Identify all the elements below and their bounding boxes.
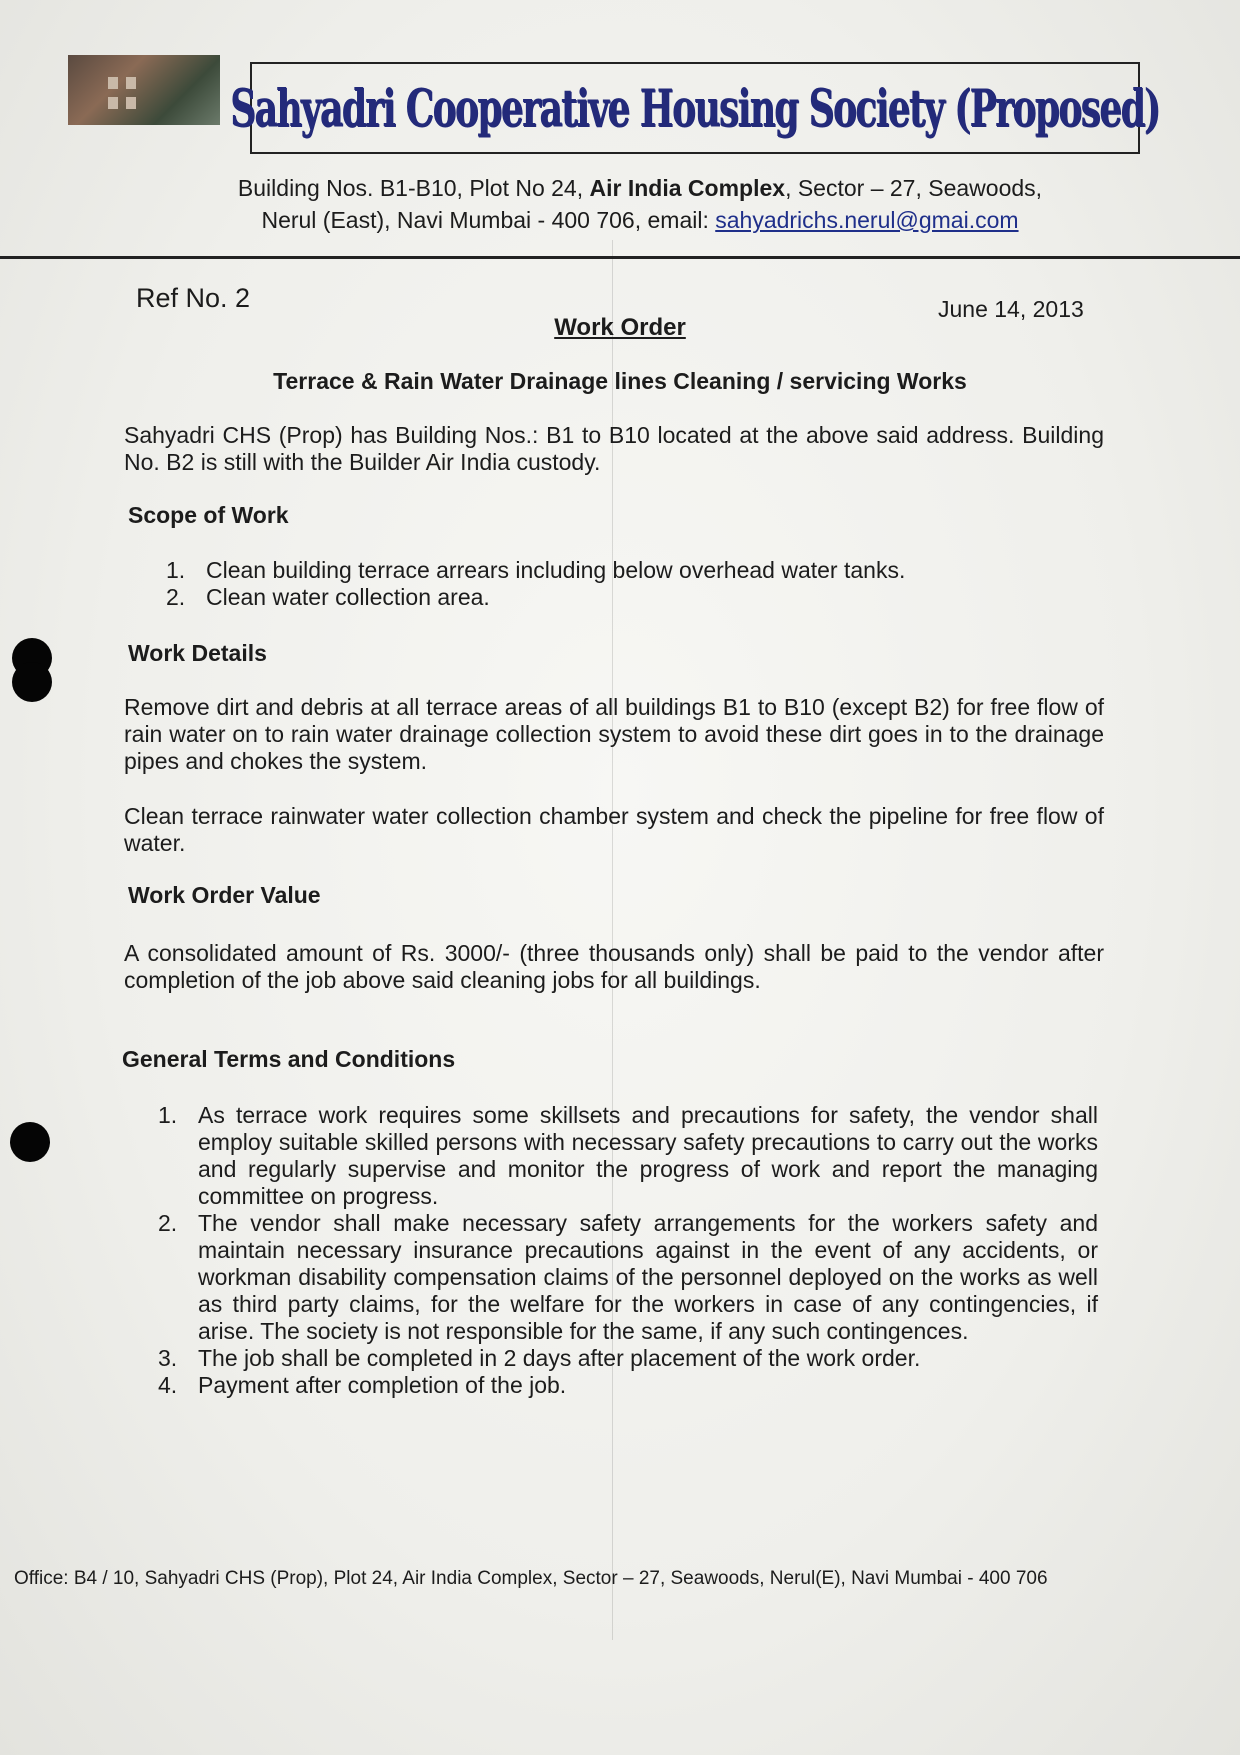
list-item: 2. The vendor shall make necessary safety arrangements for the workers safety and maintain necessary insurance precautions against in the event of any accidents, or workman disability compensation claims of the personnel deployed on the works as well as third party claims, for the welfare for the workers in case of any contingencies, if arise. The society is not responsible for the same, if any such contingences. — [158, 1210, 1098, 1344]
intro-paragraph: Sahyadri CHS (Prop) has Building Nos.: B1 to B10 located at the above said address. Building No. B2 is still with the Builder Air India custody. — [124, 422, 1104, 475]
details-paragraph-1: Remove dirt and debris at all terrace areas of all buildings B1 to B10 (except B2) for free flow of rain water on to rain water drainage collection system to avoid these dirt goes in to the drainage pipes and chokes the system. — [124, 694, 1104, 774]
email-link[interactable]: sahyadrichs.nerul@gmai.com — [715, 207, 1019, 233]
address-line1-part1: Building Nos. B1-B10, Plot No 24, — [237, 175, 590, 201]
list-item: 3. The job shall be completed in 2 days after placement of the work order. — [158, 1345, 921, 1371]
punch-hole — [12, 662, 52, 702]
terms-heading: General Terms and Conditions — [122, 1046, 456, 1072]
list-item: 1. Clean building terrace arrears including below overhead water tanks. — [166, 557, 906, 583]
scope-list — [166, 557, 1006, 611]
society-name-banner — [230, 62, 1160, 154]
office-address-footer: Office: B4 / 10, Sahyadri CHS (Prop), Plot 24, Air India Complex, Sector – 27, Seawoods, Nerul(E), Navi Mumbai - 400 706 — [14, 1568, 1048, 1589]
punch-hole — [10, 1122, 50, 1162]
address-line2: Nerul (East), Navi Mumbai - 400 706, email: — [261, 207, 716, 233]
value-heading: Work Order Value — [128, 882, 321, 908]
terms-list — [158, 1102, 1098, 1399]
list-item: 1. As terrace work requires some skillsets and precautions for safety, the vendor shall employ suitable skilled persons with necessary safety precautions to carry out the works and regularly supervise and monitor the progress of work and report the managing committee on progress. — [158, 1102, 1098, 1209]
scope-heading: Scope of Work — [128, 502, 289, 528]
society-name: Sahyadri Cooperative Housing Society (Proposed) — [230, 77, 1160, 139]
document-title: Work Order — [554, 314, 686, 341]
value-paragraph: A consolidated amount of Rs. 3000/- (three thousands only) shall be paid to the vendor after completion of the job above said cleaning jobs for all buildings. — [124, 940, 1104, 993]
details-heading: Work Details — [128, 640, 267, 666]
address-complex-name: Air India Complex — [589, 175, 786, 201]
address-line1-part2: , Sector – 27, Seawoods, — [785, 175, 1043, 201]
society-address — [160, 172, 1120, 236]
document-date: June 14, 2013 — [938, 296, 1084, 322]
list-item: 2. Clean water collection area. — [166, 584, 490, 610]
list-item: 4. Payment after completion of the job. — [158, 1372, 567, 1398]
details-paragraph-2: Clean terrace rainwater water collection chamber system and check the pipeline for free flow of water. — [124, 803, 1104, 856]
document-subject: Terrace & Rain Water Drainage lines Cleaning / servicing Works — [273, 368, 967, 394]
building-photo — [68, 55, 220, 125]
header-divider — [0, 256, 1240, 259]
reference-number: Ref No. 2 — [136, 283, 251, 313]
